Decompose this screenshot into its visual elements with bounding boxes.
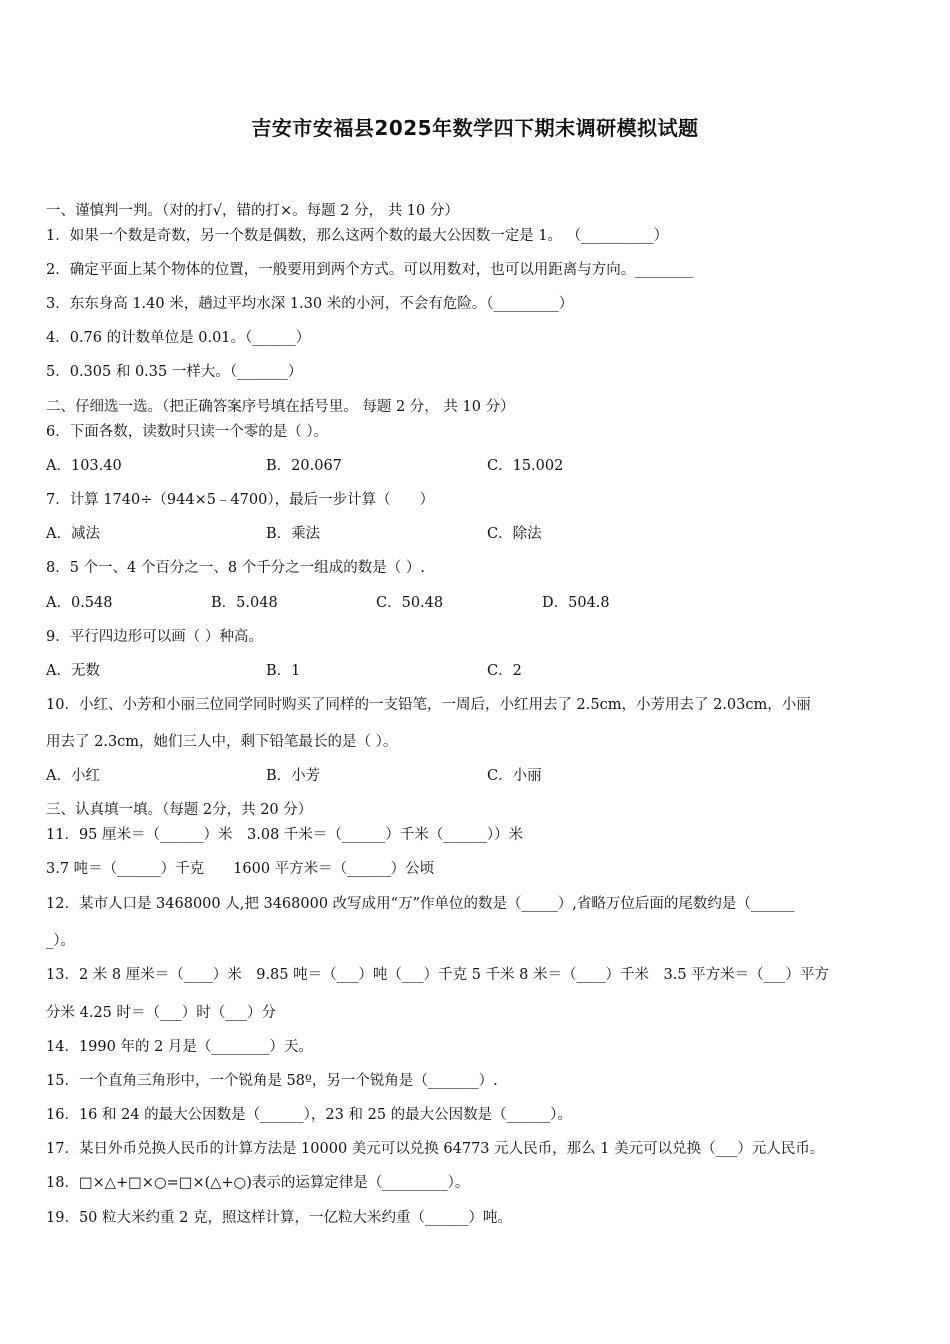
- section-1-heading: 一、谨慎判一判。（对的打√，错的打×。每题 2 分， 共 10 分）: [46, 203, 459, 219]
- q8-option-a: A．0.548: [46, 595, 113, 611]
- q10-option-b: B．小芳: [266, 768, 321, 784]
- question-10-line-1: 10．小红、小芳和小丽三位同学同时购买了同样的一支铅笔，一周后，小红用去了 2.5cm，小芳用去了 2.03cm，小丽: [46, 697, 811, 713]
- question-12-line-1: 12．某市人口是 3468000 人,把 3468000 改写成用“万”作单位的数是（_____）,省略万位后面的尾数约是（______: [46, 896, 795, 912]
- question-13-line-1: 13．2 米 8 厘米＝（____）米 9.85 吨＝（___）吨（___）千克 5 千米 8 米＝（____）千米 3.5 平方米＝（___）平方: [46, 967, 829, 983]
- question-1: 1．如果一个数是奇数，另一个数是偶数，那么这两个数的最大公因数一定是 1。 （__________）: [46, 228, 669, 244]
- question-6: 6．下面各数，读数时只读一个零的是（ ）。: [46, 424, 329, 440]
- question-12-line-2: _）。: [46, 933, 75, 949]
- question-11-line-2: 3.7 吨＝（______）千克 1600 平方米＝（______）公顷: [46, 861, 435, 877]
- section-3-heading: 三、认真填一填。（每题 2分，共 20 分）: [46, 802, 313, 818]
- question-8: 8．5 个一、4 个百分之一、8 个千分之一组成的数是（ ）.: [46, 560, 425, 576]
- q8-option-b: B．5.048: [211, 595, 278, 611]
- q6-option-b: B．20.067: [266, 458, 342, 474]
- q7-option-a: A．减法: [46, 526, 100, 542]
- q10-option-c: C．小丽: [487, 768, 542, 784]
- q8-option-d: D．504.8: [542, 595, 610, 611]
- q9-option-c: C．2: [487, 663, 522, 679]
- q9-option-b: B．1: [266, 663, 301, 679]
- question-14: 14．1990 年的 2 月是（________）天。: [46, 1039, 313, 1055]
- q6-option-a: A．103.40: [46, 458, 122, 474]
- question-11-line-1: 11．95 厘米＝（______）米 3.08 千米＝（______）千米（______））米: [46, 827, 524, 843]
- question-2: 2．确定平面上某个物体的位置，一般要用到两个方式。可以用数对，也可以用距离与方向。________: [46, 262, 694, 278]
- section-2-heading: 二、仔细选一选。（把正确答案序号填在括号里。 每题 2 分， 共 10 分）: [46, 399, 515, 415]
- page-title: 吉安市安福县2025年数学四下期末调研模拟试题: [251, 116, 699, 140]
- question-3: 3．东东身高 1.40 米，趟过平均水深 1.30 米的小河，不会有危险。（_________）: [46, 296, 574, 312]
- question-19: 19．50 粒大米约重 2 克，照这样计算，一亿粒大米约重（______）吨。: [46, 1210, 512, 1226]
- q6-option-c: C．15.002: [487, 458, 564, 474]
- q7-option-b: B．乘法: [266, 526, 321, 542]
- question-7: 7．计算 1740÷（944×5﹣4700），最后一步计算（ ）: [46, 492, 435, 508]
- q9-option-a: A．无数: [46, 663, 100, 679]
- question-17: 17．某日外币兑换人民币的计算方法是 10000 美元可以兑换 64773 元人民币，那么 1 美元可以兑换（___）元人民币。: [46, 1141, 825, 1157]
- q7-option-c: C．除法: [487, 526, 542, 542]
- question-15: 15．一个直角三角形中，一个锐角是 58º，另一个锐角是（_______）.: [46, 1073, 498, 1089]
- question-16: 16．16 和 24 的最大公因数是（______），23 和 25 的最大公因数是（______）。: [46, 1107, 572, 1123]
- question-9: 9．平行四边形可以画（ ）种高。: [46, 629, 263, 645]
- question-13-line-2: 分米 4.25 时＝（___）时（___）分: [46, 1005, 277, 1021]
- question-5: 5．0.305 和 0.35 一样大。（_______）: [46, 364, 303, 380]
- question-10-line-2: 用去了 2.3cm，她们三人中，剩下铅笔最长的是（ ）。: [46, 734, 398, 750]
- question-18: 18．□×△+□×○=□×(△+○)表示的运算定律是（_________）。: [46, 1175, 470, 1191]
- question-4: 4．0.76 的计数单位是 0.01。（______）: [46, 330, 311, 346]
- q8-option-c: C．50.48: [376, 595, 444, 611]
- q10-option-a: A．小红: [46, 768, 100, 784]
